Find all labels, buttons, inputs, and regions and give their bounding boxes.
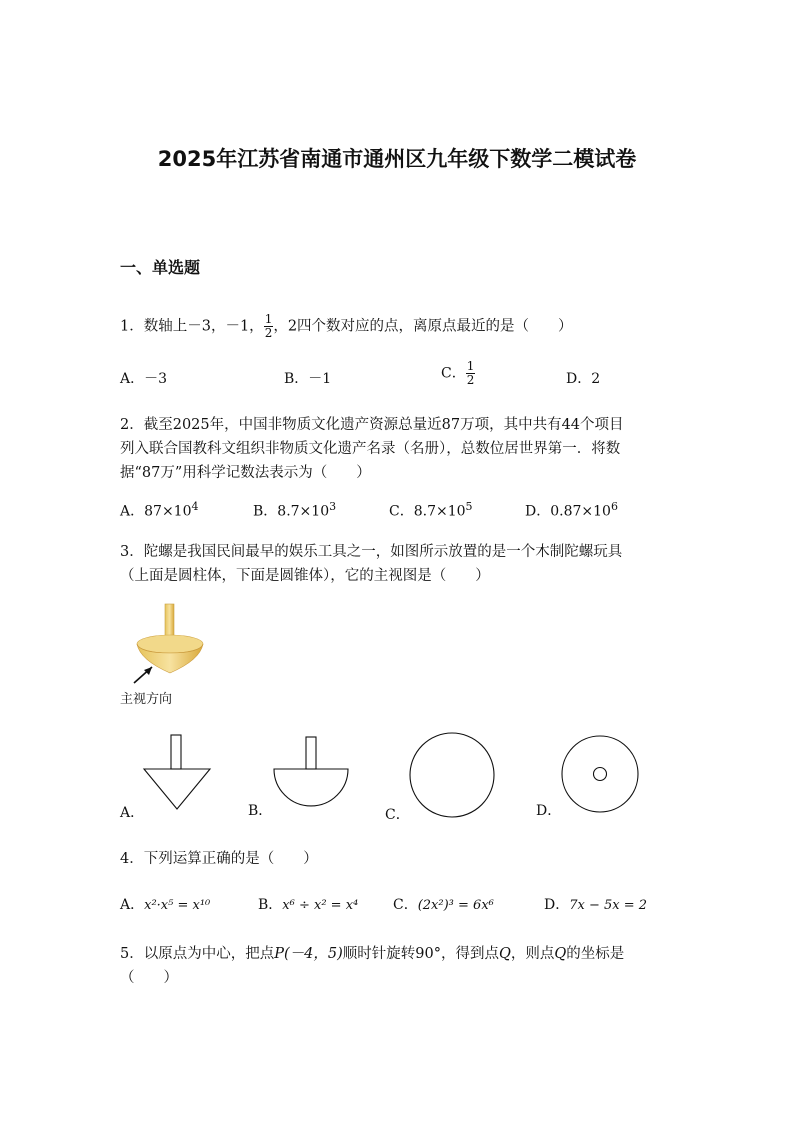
q5-stem-d: 的坐标是 (566, 946, 625, 962)
q2-line-1: 2．截至2025年，中国非物质文化遗产资源总量近87万项，其中共有44个项目 (120, 417, 624, 433)
option-base: 8.7×10 (413, 503, 466, 520)
q4-option-b (258, 894, 358, 914)
q4-option-d (544, 894, 647, 914)
question-1 (120, 313, 573, 340)
option-exponent: 5 (465, 500, 473, 513)
option-label: B． (258, 897, 283, 913)
q4-expr-d: 7x − 5x = 2 (569, 898, 648, 913)
q4-option-a (120, 894, 210, 914)
spinning-top-image (120, 600, 220, 700)
q1-option-b: B．－1 (284, 371, 332, 387)
q2-option-d (525, 500, 618, 521)
option-label: D． (525, 503, 551, 520)
q3-option-d: D． (536, 803, 562, 819)
q1-option-c-fraction (466, 360, 476, 387)
q3-option-a: A． (120, 805, 145, 821)
q4-expr-c: (2x²)³ = 6x⁶ (417, 898, 494, 913)
option-label: C． (389, 503, 414, 520)
q5-stem-b: 顺时针旋转90°，得到点 (342, 946, 499, 962)
q3-line-2: （上面是圆柱体，下面是圆锥体），它的主视图是（ ） (120, 568, 490, 584)
option-base: 87×10 (144, 503, 192, 520)
option-label: A． (120, 897, 145, 913)
option-exponent: 6 (610, 500, 618, 513)
fraction-numerator: 1 (264, 312, 273, 326)
q3-figure-d (560, 734, 640, 814)
fraction-denominator: 2 (466, 373, 475, 387)
q2-line-3: 据“87万”用科学记数法表示为（ ） (120, 465, 371, 481)
q2-option-c (389, 500, 473, 521)
option-base: 8.7×10 (277, 503, 330, 520)
q1-option-d: D．2 (566, 371, 601, 387)
q3-figure-b (270, 735, 352, 815)
q2-option-b (253, 500, 336, 521)
q3-figure-a (140, 733, 215, 813)
option-label: A． (120, 503, 145, 520)
q1-stem-a: 1．数轴上－3，－1， (120, 318, 264, 335)
q4-expr-b: x⁶ ÷ x² = x⁴ (282, 898, 359, 913)
q4-stem: 4．下列运算正确的是（ ） (120, 851, 318, 867)
page-title: 2025年江苏省南通市通州区九年级下数学二模试卷 (157, 147, 637, 171)
q5-line-2: （ ） (120, 970, 178, 986)
q1-option-a: A．－3 (120, 371, 168, 387)
q5-point-p: P(－4，5) (274, 946, 343, 962)
q3-option-c: C． (385, 807, 410, 823)
section-heading: 一、单选题 (120, 258, 201, 277)
option-exponent: 3 (329, 500, 337, 513)
q1-option-c (441, 360, 475, 387)
q5-point-q-repeat: Q (554, 946, 567, 962)
fraction-numerator: 1 (466, 359, 475, 373)
q3-option-b: B． (248, 803, 273, 819)
q1-option-c-label: C． (441, 365, 466, 382)
fraction-denominator: 2 (264, 326, 273, 340)
q1-stem-b: ，2四个数对应的点，离原点最近的是（ ） (273, 318, 573, 335)
view-direction-label: 主视方向 (120, 692, 173, 707)
option-label: B． (253, 503, 278, 520)
option-label: D． (544, 897, 570, 913)
q3-line-1: 3．陀螺是我国民间最早的娱乐工具之一，如图所示放置的是一个木制陀螺玩具 (120, 544, 623, 560)
q2-option-a (120, 500, 198, 521)
q5-line-1 (120, 942, 624, 963)
q4-expr-a: x²·x⁵ = x¹⁰ (144, 898, 211, 913)
q2-line-2: 列入联合国教科文组织非物质文化遗产名录（名册），总数位居世界第一．将数 (120, 441, 621, 457)
q4-option-c (393, 894, 494, 914)
option-exponent: 4 (191, 500, 199, 513)
option-label: C． (393, 897, 418, 913)
q5-stem-a: 5．以原点为中心，把点 (120, 946, 275, 962)
q5-point-q: Q (498, 946, 511, 962)
q5-stem-c: ，则点 (510, 946, 555, 962)
option-base: 0.87×10 (550, 503, 611, 520)
q1-fraction (264, 313, 274, 340)
q3-figure-c (408, 731, 496, 819)
